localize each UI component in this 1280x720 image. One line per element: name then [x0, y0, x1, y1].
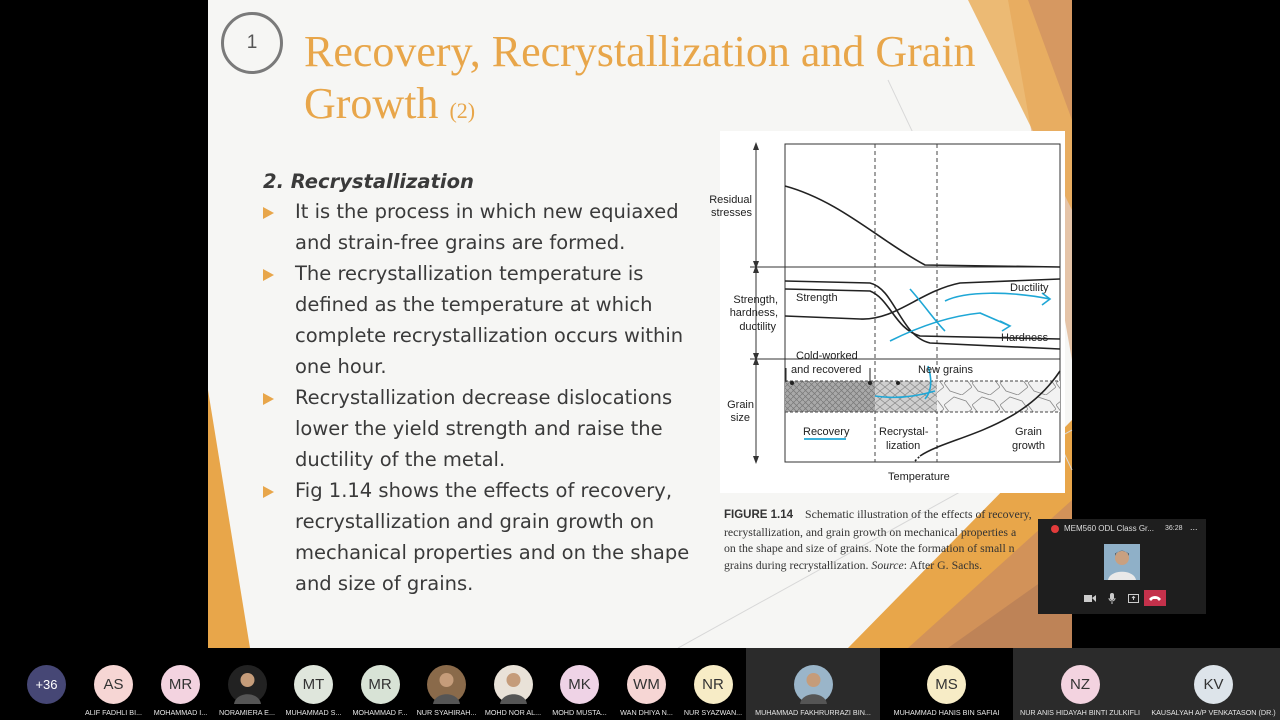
region-grain-growth-line1: Grain [1015, 426, 1042, 438]
person-photo-icon [794, 665, 833, 704]
region-recrystal-line1: Recrystal- [879, 426, 929, 438]
label-grain-size-line2: size [730, 412, 750, 424]
participant-avatar: MS [927, 665, 966, 704]
x-axis-label: Temperature [888, 471, 950, 483]
bullet-text: The recrystallization temperature is defined as the temperature at which complete recrystallization occurs within one hour. [295, 262, 684, 378]
participant-avatar [228, 665, 267, 704]
participant-name: ALIF FADHLI BI... [84, 708, 143, 717]
participant-name: MUHAMMAD HANIS BIN SAFIAI [893, 708, 1000, 717]
participant-tile[interactable] [1013, 648, 1147, 720]
participant-name: NORAMIERA E... [219, 708, 275, 717]
label-strength-axis-line3: ductility [739, 321, 776, 333]
participant-name: NUR SYAHIRAH... [416, 708, 477, 717]
slide-number-circle [221, 12, 283, 74]
meeting-title: MEM560 ODL Class Gr... [1064, 524, 1154, 533]
participant-avatar: WM [627, 665, 666, 704]
participant-tile[interactable] [1147, 648, 1280, 720]
participant-tile[interactable] [746, 648, 880, 720]
label-strength: Strength [796, 292, 838, 304]
caption-line-4: grains during recrystallization. [724, 557, 872, 572]
bullet-triangle-icon [263, 207, 274, 219]
bullet-item [263, 382, 703, 475]
bullet-triangle-icon [263, 486, 274, 498]
label-residual-line2: stresses [711, 207, 752, 219]
label-ductility: Ductility [1010, 282, 1049, 294]
participant-tile[interactable] [147, 648, 214, 720]
bullet-text: It is the process in which new equiaxed and strain-free grains are formed. [295, 200, 679, 254]
camera-toggle-button[interactable] [1081, 590, 1099, 606]
region-recrystal-line2: lization [886, 440, 921, 452]
microphone-icon [1108, 593, 1116, 604]
participant-name: MUHAMMAD S... [285, 708, 342, 717]
caption-source: : After G. Sachs. [903, 557, 983, 572]
leave-call-button[interactable] [1144, 590, 1166, 606]
label-strength-axis-line2: hardness, [729, 307, 778, 319]
slide-title [304, 26, 1064, 137]
participant-name: WAN DHIYA N... [620, 708, 673, 717]
participant-avatar [427, 665, 466, 704]
recording-indicator-icon [1051, 525, 1059, 533]
presenter-avatar [1104, 544, 1140, 580]
bullet-text: Fig 1.14 shows the effects of recovery, recrystallization and grain growth on mechanical properties and on the shape and size of grains. [295, 479, 690, 595]
caption-source-label: Source [871, 557, 904, 572]
caption-line-2: recrystallization, and grain growth on mechanical properties a [724, 524, 1017, 539]
region-recovery: Recovery [803, 426, 850, 438]
participant-avatar: NR [694, 665, 733, 704]
participant-tile[interactable] [347, 648, 413, 720]
participant-name: MOHAMMAD I... [153, 708, 208, 717]
slide-title-suffix: (2) [449, 98, 476, 123]
slide-title-main: Recovery, Recrystallization and Grain Growth [304, 27, 976, 128]
hang-up-icon [1149, 595, 1161, 601]
participant-tile[interactable] [480, 648, 546, 720]
participant-tile[interactable] [413, 648, 480, 720]
participant-tile[interactable] [680, 648, 746, 720]
figure-caption [724, 506, 1056, 573]
mic-toggle-button[interactable] [1103, 590, 1121, 606]
participant-avatar: MR [161, 665, 200, 704]
participants-strip [0, 648, 1280, 720]
participant-avatar: NZ [1061, 665, 1100, 704]
presentation-slide [208, 0, 1072, 648]
meeting-timer: 36:28 [1165, 525, 1183, 532]
bullet-text: Recrystallization decrease dislocations lower the yield strength and raise the ductility of the metal. [295, 386, 673, 471]
bullet-item [263, 475, 703, 599]
mini-window-header [1038, 519, 1206, 539]
participant-name: MUHAMMAD FAKHRURRAZI BIN... [755, 708, 871, 717]
participant-name: MOHD MUSTA... [552, 708, 607, 717]
participant-name: MOHD NOR AL... [484, 708, 542, 717]
bullet-item [263, 258, 703, 382]
slide-body [263, 166, 703, 599]
label-strength-axis-line1: Strength, [733, 294, 778, 306]
label-cold-worked-line1: Cold-worked [796, 350, 858, 362]
overflow-count[interactable]: +36 [27, 665, 66, 704]
person-photo-icon [228, 665, 267, 704]
participant-name: NUR SYAZWAN... [683, 708, 743, 717]
bullet-item [263, 196, 703, 258]
label-hardness: Hardness [1001, 332, 1049, 344]
caption-line-3: on the shape and size of grains. Note the formation of small n [724, 541, 1015, 555]
participant-avatar: MT [294, 665, 333, 704]
figure-schematic [709, 131, 1065, 493]
bullet-triangle-icon [263, 269, 274, 281]
bullet-triangle-icon [263, 393, 274, 405]
participant-avatar [494, 665, 533, 704]
label-cold-worked-line2: and recovered [791, 364, 862, 376]
participant-avatar: MK [560, 665, 599, 704]
participant-avatar: AS [94, 665, 133, 704]
person-icon [1104, 544, 1140, 580]
participant-avatar [794, 665, 833, 704]
section-heading: 2. Recrystallization [263, 170, 474, 193]
region-grain-growth-line2: growth [1012, 440, 1046, 452]
figure-panel [709, 131, 1065, 493]
participant-tile[interactable] [214, 648, 280, 720]
share-screen-button[interactable] [1124, 590, 1142, 606]
label-grain-size-line1: Grain [727, 399, 754, 411]
share-screen-icon [1128, 594, 1139, 603]
participant-name: NUR ANIS HIDAYAH BINTI ZULKIFLI [1020, 708, 1140, 717]
participant-tile[interactable] [613, 648, 680, 720]
label-residual-line1: Residual [709, 194, 752, 206]
caption-label: FIGURE 1.14 [724, 509, 794, 521]
label-new-grains: New grains [918, 364, 974, 376]
participant-tile[interactable] [80, 648, 147, 720]
participant-tile[interactable] [880, 648, 1013, 720]
more-options-button[interactable]: ... [1190, 522, 1198, 532]
slide-number: 1 [246, 32, 258, 53]
participant-avatar: MR [361, 665, 400, 704]
meeting-mini-window[interactable] [1038, 519, 1206, 614]
participant-tile[interactable] [280, 648, 347, 720]
participant-name: MOHAMMAD F... [352, 708, 408, 717]
camera-icon [1084, 594, 1096, 603]
person-photo-icon [427, 665, 466, 704]
caption-line-1: Schematic illustration of the effects of recovery, [805, 507, 1032, 521]
participant-avatar: KV [1194, 665, 1233, 704]
participant-tile[interactable] [546, 648, 613, 720]
person-photo-icon [494, 665, 533, 704]
participant-name: KAUSALYAH A/P VENKATASON (DR.) [1151, 708, 1276, 717]
